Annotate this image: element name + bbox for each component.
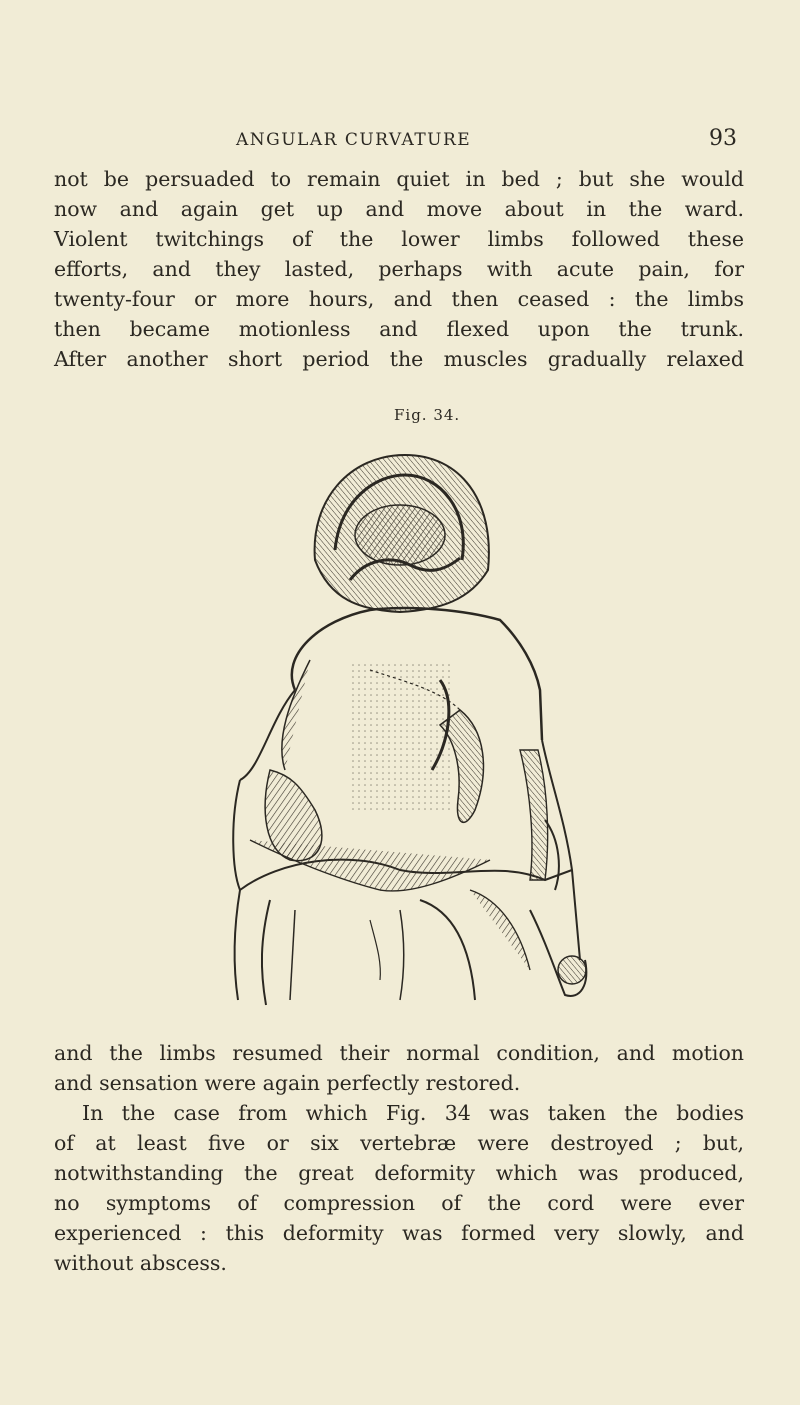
figure-illustration — [200, 440, 600, 1020]
text-line: twenty-four or more hours, and then ceased : the limbs — [54, 287, 744, 311]
text-line: After another short period the muscles gradually relaxed — [54, 347, 744, 371]
running-head: ANGULAR CURVATURE — [236, 130, 472, 150]
text-line: efforts, and they lasted, perhaps with acute pain, for — [54, 257, 744, 281]
text-line: and the limbs resumed their normal condition, and motion — [54, 1041, 744, 1065]
paragraph-top — [54, 164, 744, 374]
text-line: notwithstanding the great deformity which was produced, — [54, 1161, 744, 1185]
text-line: and sensation were again perfectly restored. — [54, 1071, 521, 1095]
text-line: In the case from which Fig. 34 was taken the bodies — [82, 1101, 744, 1125]
page-number: 93 — [709, 126, 737, 151]
text-line: then became motionless and flexed upon the trunk. — [54, 317, 744, 341]
text-line: of at least five or six vertebræ were destroyed ; but, — [54, 1131, 744, 1155]
paragraph-bottom — [54, 1038, 744, 1278]
text-line: now and again get up and move about in the ward. — [54, 197, 744, 221]
text-line: without abscess. — [54, 1251, 227, 1275]
text-line: experienced : this deformity was formed very slowly, and — [54, 1221, 744, 1245]
text-line: Violent twitchings of the lower limbs followed these — [54, 227, 744, 251]
text-line: not be persuaded to remain quiet in bed ; but she would — [54, 167, 744, 191]
hair-shading — [315, 455, 489, 612]
figure-label: Fig. 34. — [394, 406, 461, 424]
text-line: no symptoms of compression of the cord were ever — [54, 1191, 744, 1215]
legs — [235, 890, 587, 1005]
back-view-figure-engraving — [200, 440, 600, 1020]
